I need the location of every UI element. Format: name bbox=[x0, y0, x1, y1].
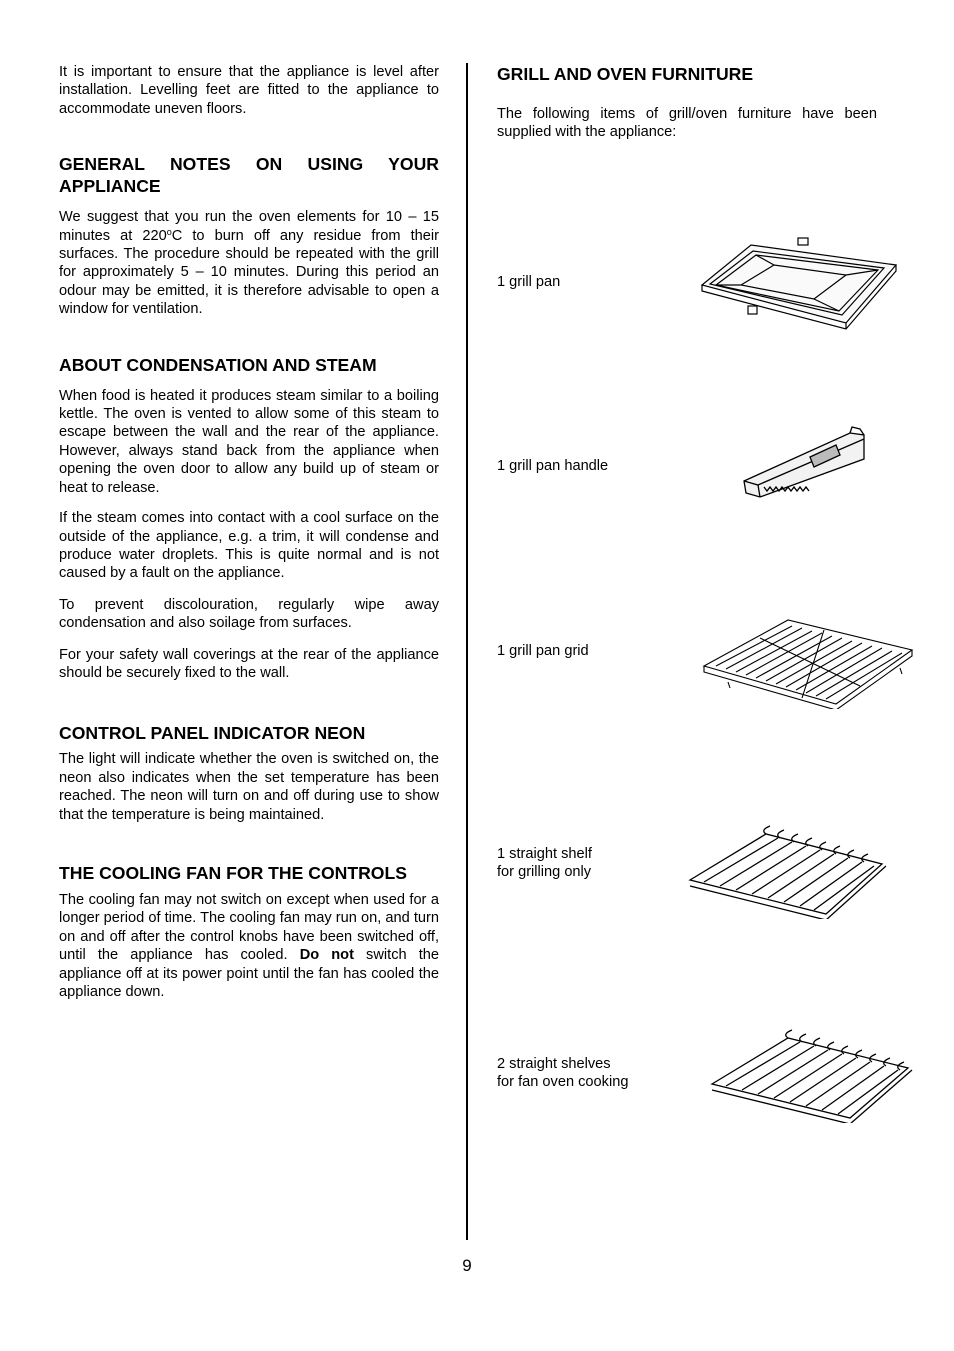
item-label-line2: for grilling only bbox=[497, 864, 592, 881]
grill-pan-grid-icon bbox=[700, 614, 918, 709]
furniture-intro: The following items of grill/oven furniture have been supplied with the appliance: bbox=[497, 106, 877, 141]
column-divider bbox=[466, 63, 468, 1240]
item-label-line1: 1 grill pan grid bbox=[497, 643, 589, 659]
condensation-paragraph-2: If the steam comes into contact with a cool surface on the outside of the appliance, e.g. a trim, it will condense and produce water droplets. This is quite normal and is not caused by a fault on the appliance. bbox=[59, 510, 439, 582]
cooling-fan-text-b: switch the appliance off at its power point until the fan has cooled the appliance down. bbox=[59, 947, 440, 1000]
degree-symbol: o bbox=[166, 226, 172, 237]
condensation-heading: ABOUT CONDENSATION AND STEAM bbox=[59, 354, 377, 375]
neon-heading: CONTROL PANEL INDICATOR NEON bbox=[59, 723, 366, 744]
furniture-heading: GRILL AND OVEN FURNITURE bbox=[497, 64, 754, 84]
item-grill-pan bbox=[497, 273, 560, 291]
page-number: 9 bbox=[462, 1256, 472, 1275]
general-notes-heading: GENERAL NOTES ON USING YOUR APPLIANCE bbox=[59, 154, 439, 197]
condensation-paragraph-1: When food is heated it produces steam similar to a boiling kettle. The oven is vented to allow some of this steam to escape between the wall and the rear of the appliance. However, always stand back from the appliance when opening the oven door to allow any build up of steam or heat to release. bbox=[59, 387, 439, 496]
straight-shelf-icon bbox=[686, 824, 891, 919]
right-column bbox=[497, 63, 877, 142]
neon-paragraph: The light will indicate whether the oven is switched on, the neon also indicates when the set temperature has been reached. The neon will turn on and off during use to show that the temperature is being maintained. bbox=[59, 751, 439, 823]
cooling-fan-heading: THE COOLING FAN FOR THE CONTROLS bbox=[59, 862, 407, 883]
left-column bbox=[59, 63, 439, 1001]
levelling-paragraph: It is important to ensure that the appliance is level after installation. Levelling feet are fitted to the appliance to accommodate uneven floors. bbox=[59, 64, 439, 117]
item-straight-shelves bbox=[497, 1055, 628, 1092]
cooling-fan-paragraph bbox=[59, 891, 439, 1001]
straight-shelves-icon bbox=[708, 1028, 916, 1123]
item-label-line1: 2 straight shelves bbox=[497, 1056, 611, 1072]
condensation-paragraph-4: For your safety wall coverings at the rear of the appliance should be securely fixed to the wall. bbox=[59, 646, 439, 681]
item-label-line1: 1 grill pan bbox=[497, 274, 561, 290]
item-straight-shelf bbox=[497, 845, 592, 882]
general-notes-text-b: C to burn off any residue from their surfaces. The procedure should be repeated with the grill for approximately 5 – 10 minutes. During this period an odour may be emitted, it is therefore advisable to open a window for ventilation. bbox=[59, 227, 439, 318]
grill-pan-handle-icon bbox=[740, 425, 870, 505]
item-label-line1: 1 grill pan handle bbox=[497, 458, 609, 474]
item-label-line2: for fan oven cooking bbox=[497, 1074, 629, 1091]
general-notes-paragraph bbox=[59, 208, 439, 318]
item-grill-pan-grid bbox=[497, 642, 589, 660]
cooling-fan-text-a: The cooling fan may not switch on except when used for a longer period of time. The cooling fan may run on, and turn on and off after the control knobs have been switched off, until the appliance has cooled. bbox=[59, 891, 439, 964]
condensation-paragraph-3: To prevent discolouration, regularly wipe away condensation and also soilage from surfaces. bbox=[59, 596, 439, 632]
grill-pan-icon bbox=[696, 235, 901, 330]
item-grill-pan-handle bbox=[497, 457, 608, 475]
do-not-emphasis: Do not bbox=[299, 947, 354, 964]
general-notes-text-a: We suggest that you run the oven elements for 10 – 15 minutes at 220 bbox=[59, 209, 439, 244]
item-label-line1: 1 straight shelf bbox=[497, 846, 592, 862]
